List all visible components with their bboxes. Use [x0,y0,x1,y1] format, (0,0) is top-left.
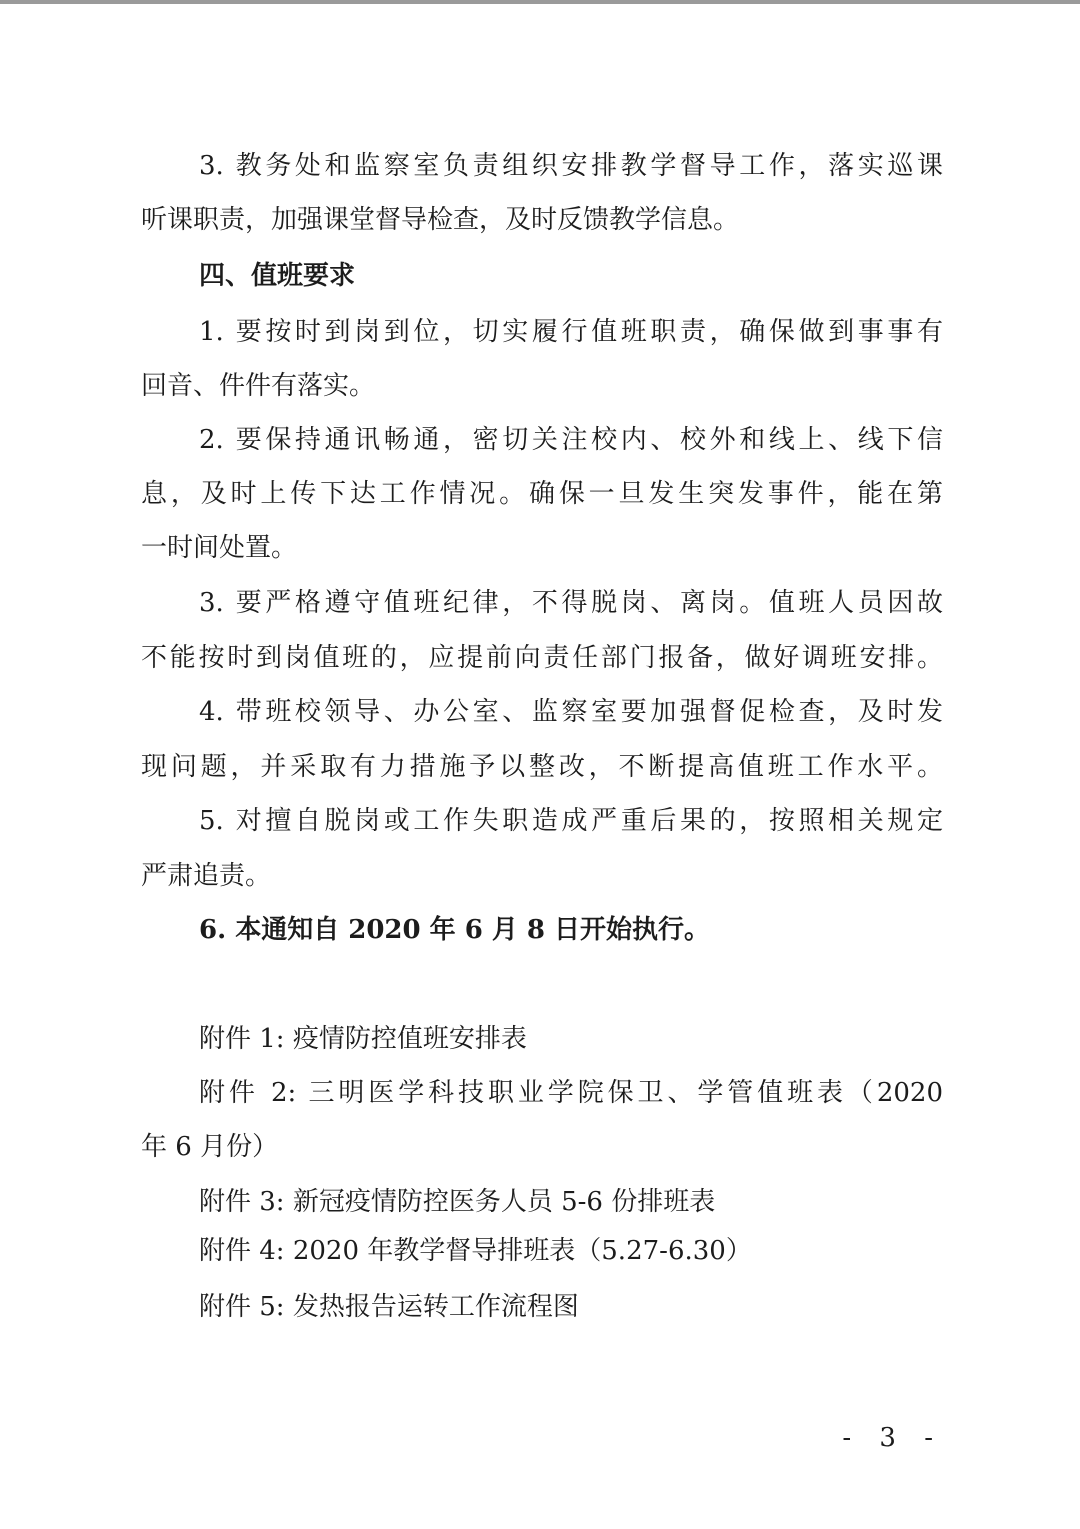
paragraph-line-bold: 6. 本通知自 2020 年 6 月 8 日开始执行。 [199,915,711,945]
paragraph-line: 2. 要保持通讯畅通，密切关注校内、校外和线上、线下信 [199,425,943,455]
paragraph-line: 4. 带班校领导、办公室、监察室要加强督促检查，及时发 [199,697,943,727]
paragraph-line: 回音、件件有落实。 [141,371,376,401]
attachment-item: 附件 1: 疫情防控值班安排表 [199,1024,527,1054]
page-number: - 3 - [842,1423,943,1453]
paragraph-line: 不能按时到岗值班的，应提前向责任部门报备，做好调班安排。 [141,643,943,673]
page-top-border [0,0,1080,4]
paragraph-line: 听课职责，加强课堂督导检查，及时反馈教学信息。 [141,205,740,235]
attachment-item: 附件 3: 新冠疫情防控医务人员 5-6 份排班表 [199,1187,716,1217]
attachment-item-continued: 年 6 月份） [141,1132,279,1162]
attachment-item: 附件 4: 2020 年教学督导排班表（5.27-6.30） [199,1236,752,1266]
paragraph-line: 一时间处置。 [141,533,298,563]
attachment-item: 附件 5: 发热报告运转工作流程图 [199,1292,579,1322]
paragraph-line: 严肃追责。 [141,861,272,891]
paragraph-line: 3. 要严格遵守值班纪律，不得脱岗、离岗。值班人员因故 [199,588,943,618]
paragraph-line: 现问题，并采取有力措施予以整改，不断提高值班工作水平。 [141,752,943,782]
paragraph-line: 息，及时上传下达工作情况。确保一旦发生突发事件，能在第 [141,479,943,509]
section-heading: 四、值班要求 [199,261,356,291]
attachment-item: 附件 2: 三明医学科技职业学院保卫、学管值班表（2020 [199,1078,943,1108]
paragraph-line: 3. 教务处和监察室负责组织安排教学督导工作，落实巡课 [199,151,943,181]
paragraph-line: 1. 要按时到岗到位，切实履行值班职责，确保做到事事有 [199,317,943,347]
paragraph-line: 5. 对擅自脱岗或工作失职造成严重后果的，按照相关规定 [199,806,943,836]
